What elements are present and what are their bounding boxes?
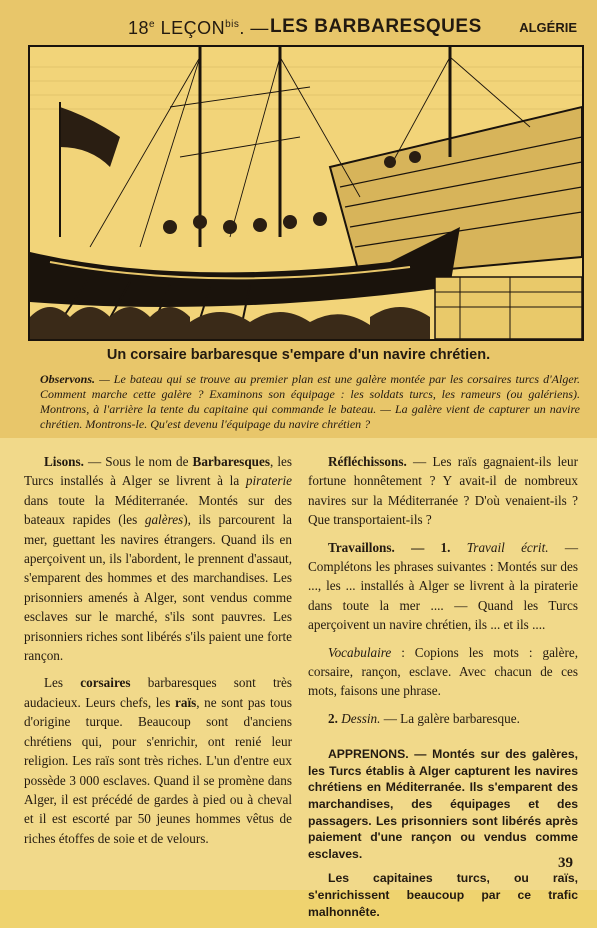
- pirate-galley-illustration: [28, 45, 584, 341]
- illustration-caption: Un corsaire barbaresque s'empare d'un navire chrétien.: [106, 347, 491, 363]
- lesson-number: 18e $LEÇON^{bis}$. —: [128, 18, 269, 38]
- left-column: [24, 452, 292, 856]
- reflechissons-paragraph: Réfléchissons. — Les raïs gagnaient-ils leur fortune honnêtement ? Y avait-il de nombreux navires sur la Méditerranée ? D'où venaient-ils ? Que transportaient-ils ?: [308, 454, 578, 528]
- apprenons-paragraph: APPRENONS. — Montés sur des galères, les Turcs établis à Alger capturent les navires chrétiens en Méditerranée. Ils s'emparent des marchandises, des équipages et des passagers. Les prisonniers sont libérés après paiement d'une rançon ou vendus comme esclaves.: [308, 747, 578, 861]
- travaillons-paragraph: Travaillons. — 1. Travail écrit. — Complétons les phrases suivantes : Montés sur des ..., les ... installés à Alger se livrent à la piraterie dans toute la mer .... — Quand les Turcs aperçoivent un navire chrétien, ils ... et ils ....: [308, 539, 579, 633]
- right-column: [308, 452, 578, 928]
- page-number: 39: [558, 855, 573, 871]
- observons-text: — Le bateau qui se trouve au premier plan est une galère montée par les corsaires turcs d'Alger. Comment marche cette galère ? Examinons son équipage : les soldats turcs, les rameurs (ou galériens). Montrons, à l'arrière la tente du capitaine qui commande le bateau. — La galère vient de capturer un navire chrétien. Montrons-le. Qu'est devenu l'équipage du navire chrétien ?: [40, 372, 580, 431]
- vocabulaire-paragraph: Vocabulaire : Copions les mots : galère, corsaire, rançon, esclave. Avec chacun de ces mots, faisons une phrase.: [308, 644, 578, 699]
- region-label: ALGÉRIE: [519, 20, 577, 35]
- apprenons-summary: Les capitaines turcs, ou raïs, s'enrichissent beaucoup par ce trafic malhonnête.: [308, 871, 578, 919]
- page-header: [0, 16, 597, 42]
- lesson-title: LES BARBARESQUES: [270, 16, 482, 37]
- dessin-paragraph: 2. Dessin. — La galère barbaresque.: [328, 710, 520, 726]
- lisons-paragraph: Lisons. — Sous le nom de Barbaresques, les Turcs installés à Alger se livrent à la piraterie dans toute la Méditerranée. Montés sur des bateaux rapides (les galères), ils parcourent la mer, guettant les navires étrangers. Quand ils en aperçoivent un, ils l'abordent, le prennent d'assaut, s'emparent des hommes et des marchandises. Les prisonniers amenés à Alger, sont vendus comme esclaves sur le marché, s'ils sont pauvres. Les prisonniers riches sont libérés s'ils paient une forte rançon.: [24, 454, 292, 664]
- observons-lead: Observons.: [40, 372, 96, 386]
- corsaires-paragraph: Les corsaires barbaresques sont très audacieux. Leurs chefs, les raïs, ne sont pas tous d'origine turque. Beaucoup sont d'anciens chrétiens qui, pour s'enrichir, ont renié leur religion. Les raïs sont très riches. L'un d'entre eux possède 3 000 esclaves. Quand il se promène dans Alger, il est précédé de gardes à pied ou à cheval et il est escorté par 50 jeunes hommes vêtus de riches étoffes de soie et de velours.: [24, 675, 293, 846]
- observons-paragraph: [40, 372, 580, 432]
